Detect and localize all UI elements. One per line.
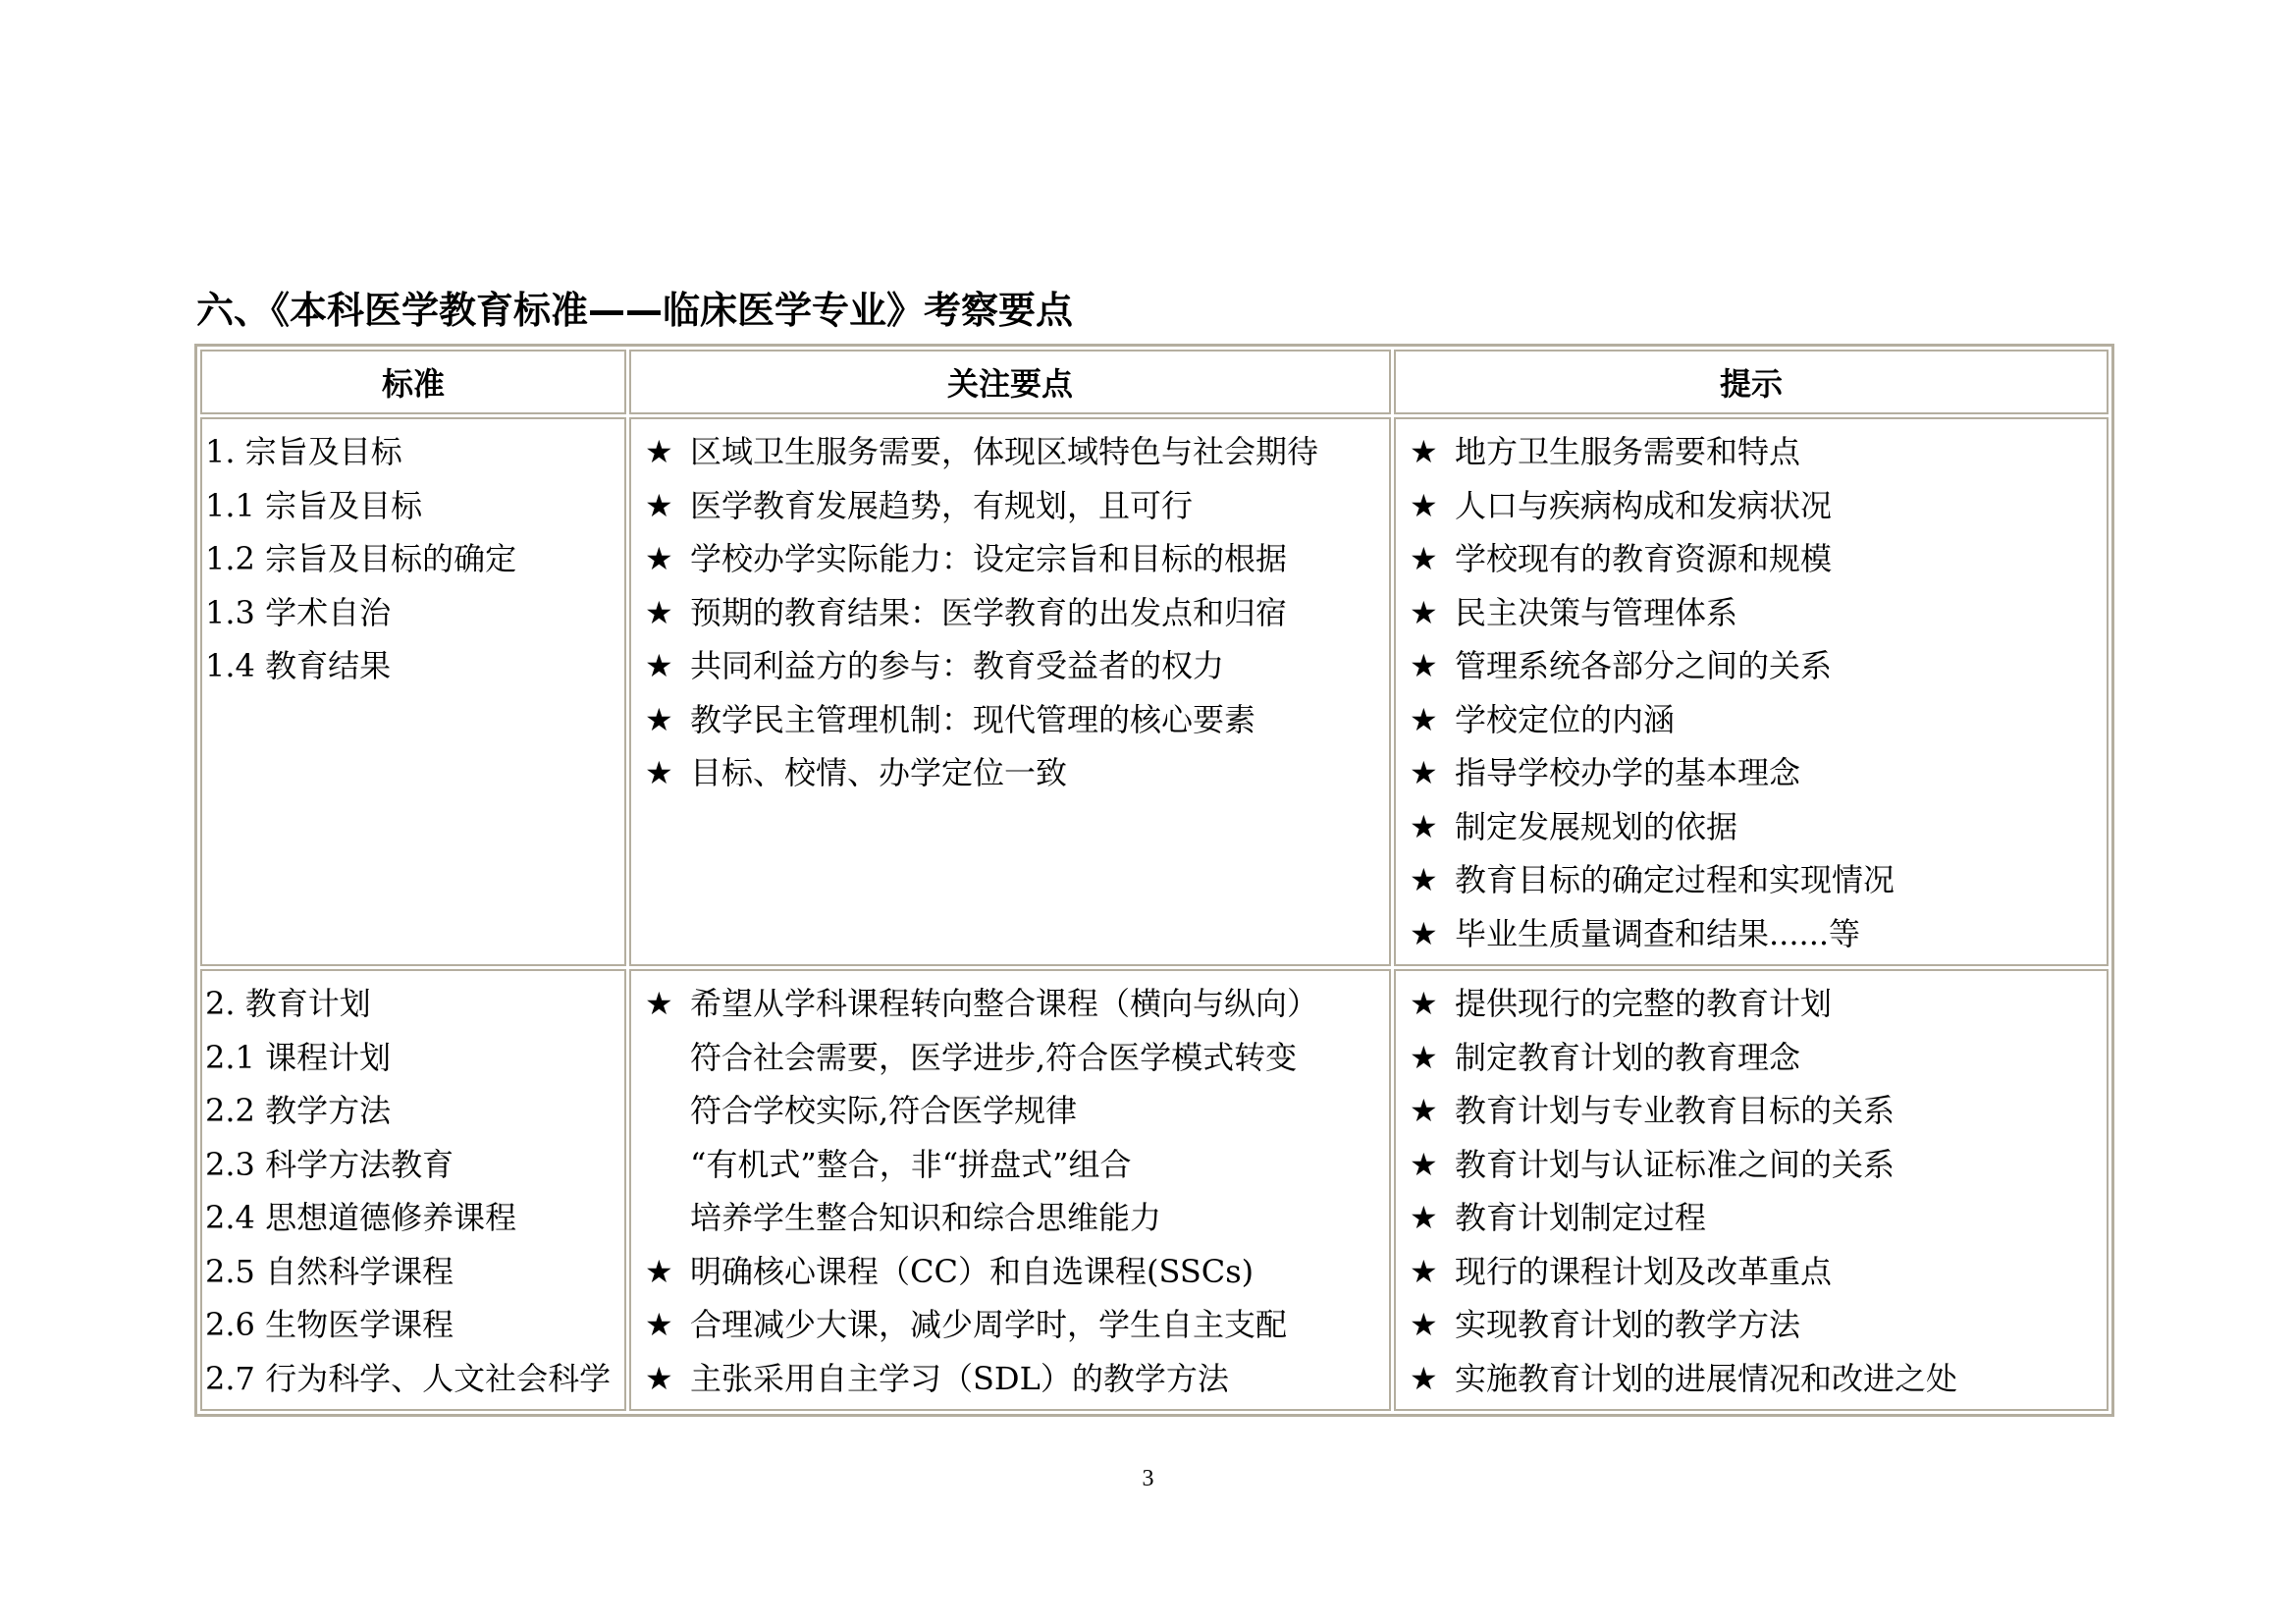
star-icon: ★	[1410, 1359, 1438, 1397]
star-icon: ★	[645, 1306, 673, 1343]
star-icon: ★	[1410, 1092, 1438, 1129]
hint-item: ★ 教育计划与专业教育目标的关系	[1410, 1084, 2107, 1138]
focus-item-continuation: 培养学生整合知识和综合思维能力	[690, 1199, 1162, 1236]
star-icon: ★	[1410, 1145, 1438, 1183]
standard-item: 2.7 行为科学、人文社会科学	[205, 1359, 612, 1397]
table-row	[200, 417, 2109, 966]
focus-item: ★ 教学民主管理机制：现代管理的核心要素	[645, 693, 1389, 747]
focus-item-continuation: 符合学校实际,符合医学规律	[690, 1092, 1078, 1129]
focus-item: ★ 希望从学科课程转向整合课程（横向与纵向）	[645, 977, 1389, 1031]
focus-item: ★ 预期的教育结果：医学教育的出发点和归宿	[645, 586, 1389, 640]
star-icon: ★	[1410, 700, 1438, 738]
hint-item: ★ 指导学校办学的基本理念	[1410, 746, 2107, 800]
star-icon: ★	[1410, 807, 1438, 845]
star-icon: ★	[1410, 1038, 1438, 1076]
focus-item: ★ 医学教育发展趋势，有规划，且可行	[645, 479, 1389, 533]
standard-item: 1.4 教育结果	[205, 647, 392, 684]
star-icon: ★	[1410, 486, 1438, 524]
star-icon: ★	[1410, 433, 1438, 470]
star-icon: ★	[645, 700, 673, 738]
star-icon: ★	[645, 540, 673, 577]
standard-item: 2.1 课程计划	[205, 1038, 392, 1076]
star-icon: ★	[1410, 754, 1438, 791]
standards-cell	[200, 969, 626, 1411]
standard-item: 2.3 科学方法教育	[205, 1145, 454, 1183]
table-row	[200, 969, 2109, 1411]
standards-cell	[200, 417, 626, 966]
focus-item: ★ 学校办学实际能力：设定宗旨和目标的根据	[645, 532, 1389, 586]
hint-item: ★ 实施教育计划的进展情况和改进之处	[1410, 1352, 2107, 1406]
focus-item: ★ 合理减少大课，减少周学时，学生自主支配	[645, 1298, 1389, 1352]
hint-item: ★ 毕业生质量调查和结果......等	[1410, 907, 2107, 961]
hint-item: ★ 学校定位的内涵	[1410, 693, 2107, 747]
focus-item: ★ 主张采用自主学习（SDL）的教学方法	[645, 1352, 1389, 1406]
star-icon: ★	[645, 647, 673, 684]
header-hints: 提示	[1394, 350, 2109, 414]
standard-item: 1.3 学术自治	[205, 593, 392, 631]
focus-points-cell	[629, 969, 1391, 1411]
star-icon: ★	[1410, 593, 1438, 631]
header-focus-points: 关注要点	[629, 350, 1391, 414]
hints-cell	[1394, 969, 2109, 1411]
hint-item: ★ 民主决策与管理体系	[1410, 586, 2107, 640]
page-number: 3	[1142, 1466, 1154, 1491]
star-icon: ★	[1410, 1306, 1438, 1343]
hint-item: ★ 制定教育计划的教育理念	[1410, 1031, 2107, 1085]
hint-item: ★ 教育计划制定过程	[1410, 1191, 2107, 1245]
hint-item: ★ 提供现行的完整的教育计划	[1410, 977, 2107, 1031]
hint-item: ★ 管理系统各部分之间的关系	[1410, 639, 2107, 693]
star-icon: ★	[1410, 647, 1438, 684]
star-icon: ★	[645, 754, 673, 791]
standard-item: 1. 宗旨及目标	[205, 433, 402, 470]
focus-points-cell	[629, 417, 1391, 966]
standard-item: 2.6 生物医学课程	[205, 1306, 454, 1343]
star-icon: ★	[1410, 1199, 1438, 1236]
standard-item: 1.2 宗旨及目标的确定	[205, 540, 517, 577]
focus-item: ★ 目标、校情、办学定位一致	[645, 746, 1389, 800]
hint-item: ★ 现行的课程计划及改革重点	[1410, 1245, 2107, 1299]
focus-item-continuation: “有机式”整合，非“拼盘式”组合	[690, 1145, 1132, 1183]
standard-item: 2.5 自然科学课程	[205, 1252, 454, 1290]
header-standard: 标准	[200, 350, 626, 414]
standards-table	[194, 344, 2114, 1417]
hint-item: ★ 学校现有的教育资源和规模	[1410, 532, 2107, 586]
focus-item: ★ 共同利益方的参与：教育受益者的权力	[645, 639, 1389, 693]
hint-item: ★ 制定发展规划的依据	[1410, 800, 2107, 854]
hint-item: ★ 教育计划与认证标准之间的关系	[1410, 1138, 2107, 1192]
star-icon: ★	[1410, 540, 1438, 577]
star-icon: ★	[1410, 985, 1438, 1022]
star-icon: ★	[645, 433, 673, 470]
star-icon: ★	[645, 1359, 673, 1397]
standard-item: 1.1 宗旨及目标	[205, 486, 423, 524]
standard-item: 2.2 教学方法	[205, 1092, 392, 1129]
star-icon: ★	[1410, 914, 1438, 952]
star-icon: ★	[645, 1252, 673, 1290]
table-header-row	[200, 350, 2109, 414]
hint-item: ★ 实现教育计划的教学方法	[1410, 1298, 2107, 1352]
hint-item: ★ 地方卫生服务需要和特点	[1410, 425, 2107, 479]
star-icon: ★	[645, 486, 673, 524]
star-icon: ★	[645, 985, 673, 1022]
star-icon: ★	[1410, 861, 1438, 898]
standard-item: 2. 教育计划	[205, 985, 371, 1022]
standard-item: 2.4 思想道德修养课程	[205, 1199, 517, 1236]
focus-item-continuation: 符合社会需要，医学进步,符合医学模式转变	[690, 1038, 1298, 1076]
hints-cell	[1394, 417, 2109, 966]
focus-item: ★ 区域卫生服务需要，体现区域特色与社会期待	[645, 425, 1389, 479]
hint-item: ★ 教育目标的确定过程和实现情况	[1410, 853, 2107, 907]
section-title: 六、《本科医学教育标准——临床医学专业》考察要点	[196, 289, 1074, 332]
hint-item: ★ 人口与疾病构成和发病状况	[1410, 479, 2107, 533]
focus-item: ★ 明确核心课程（CC）和自选课程(SSCs)	[645, 1245, 1389, 1299]
star-icon: ★	[645, 593, 673, 631]
star-icon: ★	[1410, 1252, 1438, 1290]
